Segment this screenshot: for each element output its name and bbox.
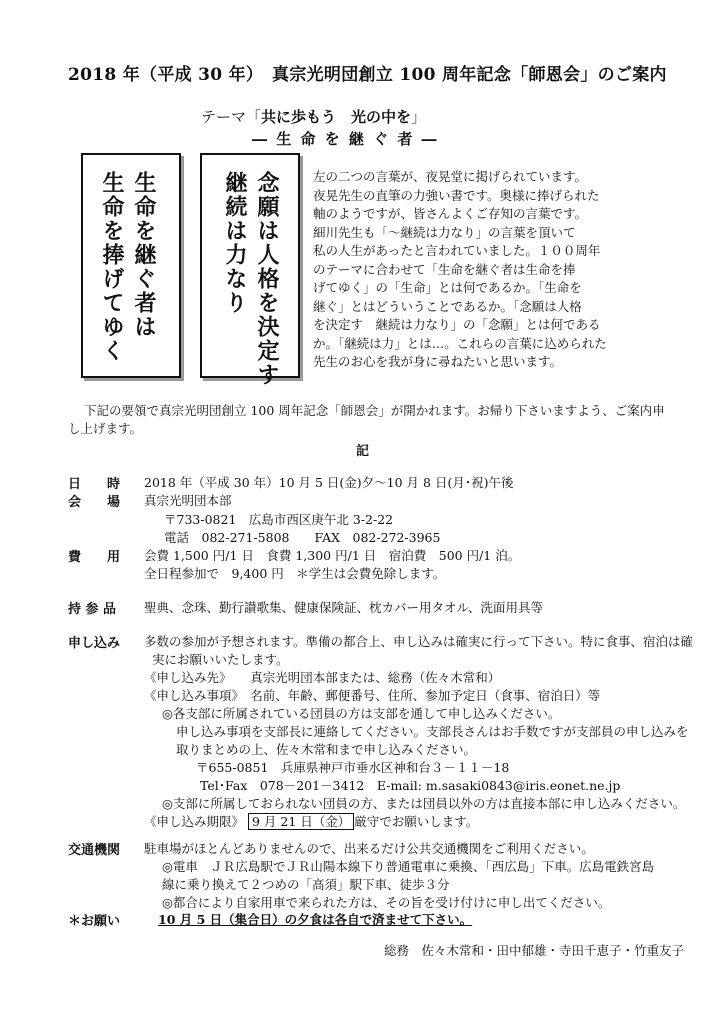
apply-line: 実にお願いいたします。 <box>152 652 289 667</box>
venue-label: 会 場 <box>68 495 121 510</box>
subtheme: ― 生 命 を 継 ぐ 者 ― <box>252 130 439 148</box>
request-value: 10 月 5 日（集合日）の夕食は各自で済ませて下さい。 <box>158 912 473 927</box>
page-title: 2018 年（平成 30 年） 真宗光明団創立 100 周年記念「師恩会」のご案内 <box>68 65 667 85</box>
transport-line: ◎電車 ＪＲ広島駅でＪＲ山陽本線下り普通電車に乗換、「西広島」下車。広島電鉄宮島 <box>162 859 655 874</box>
description-line: 夜晃先生の直筆の力強い書です。奥様に捧げられた <box>313 187 600 203</box>
apply-line: 申し込み事項を支部長に連絡してください。支部長さんはお手数ですが支部員の申し込みを <box>176 724 689 739</box>
bring-label: 持 参 品 <box>68 602 117 617</box>
description-line: のテーマに合わせて「生命を継ぐ者は生命を捧 <box>313 261 576 277</box>
transport-label: 交通機関 <box>68 843 121 858</box>
description-paragraph <box>313 168 683 372</box>
ki-heading: 記 <box>356 444 370 459</box>
description-line: 左の二つの言葉が、夜晃堂に掲げられています。 <box>313 169 588 184</box>
deadline-prefix: 《申し込み期限》 <box>144 814 245 829</box>
venue-name: 真宗光明団本部 <box>144 493 232 508</box>
bring-value: 聖典、念珠、勤行讃歌集、健康保険証、枕カバー用タオル、洗面用具等 <box>144 600 544 615</box>
date-label: 日 時 <box>68 477 121 492</box>
apply-destination: 《申し込み先》 真宗光明団本部または、総務（佐々木常和） <box>144 670 501 685</box>
description-line: 先生のお心を我が身に尋ねたいと思います。 <box>313 354 563 369</box>
apply-contact: Tel･Fax 078－201－3412 E-mail: m.sasaki0843@iris.eonet.ne.jp <box>200 778 621 793</box>
request-label: ＊お願い <box>68 914 121 929</box>
apply-line: ◎支部に所属しておられない団員の方、または団員以外の方は直接本部に申し込みください。 <box>162 796 686 811</box>
fee-label: 費 用 <box>68 550 121 565</box>
deadline-date: 9 月 21 日（金） <box>248 813 354 830</box>
apply-line: 取りまとめの上、佐々木常和まで申し込みください。 <box>176 742 477 757</box>
description-line: 私の人生があったと言われていました。１００周年 <box>313 243 601 258</box>
calligraphy-box-left <box>81 153 181 378</box>
intro-line: し上げます。 <box>68 421 143 436</box>
description-line: 軸のようですが、皆さんよくご存知の言葉です。 <box>313 206 588 221</box>
calligraphy-left-col2: 生命を捧げてゆく <box>99 171 125 363</box>
calligraphy-box-right <box>200 153 300 387</box>
intro-text <box>68 402 684 438</box>
transport-line: ◎都合により自家用車で来られた方は、その旨を受け付けに申し出てください。 <box>162 895 611 910</box>
calligraphy-right-col2: 継続は力なり <box>222 171 248 315</box>
venue-address: 〒733-0821 広島市西区庚午北 3-2-22 <box>164 512 394 527</box>
fee-line2: 全日程参加で 9,400 円 ＊学生は会費免除します。 <box>144 566 446 581</box>
description-line: げてゆく」の「生命」とは何であるか。「生命を <box>313 280 582 295</box>
description-line: を決定す 継続は力なり」の「念願」とは何である <box>313 317 601 332</box>
theme-prefix: テーマ「 <box>201 108 262 126</box>
description-line: 細川先生も「～継続は力なり」の言葉を頂いて <box>313 224 576 240</box>
description-line: か。「継続は力」とは…。これらの言葉に込められた <box>313 335 607 351</box>
intro-line: 下記の要領で真宗光明団創立 100 周年記念「師恩会」が開かれます。お帰り下さいますよう、ご案内申 <box>84 403 665 418</box>
venue-phone: 電話 082-271-5808 FAX 082-272-3965 <box>164 530 441 545</box>
calligraphy-left-col1: 生命を継ぐ者は <box>131 171 157 339</box>
deadline-suffix: 厳守でお願いします。 <box>354 814 479 829</box>
apply-line: ◎各支部に所属されている団員の方は支部を通して申し込みください。 <box>162 706 561 721</box>
apply-line: 多数の参加が予想されます。準備の都合上、申し込みは確実に行って下さい。特に食事、宿泊は確 <box>144 634 694 649</box>
theme-line <box>201 106 426 127</box>
transport-line: 線に乗り換えて２つめの「高須」駅下車、徒歩３分 <box>162 877 450 892</box>
apply-address: 〒655-0851 兵庫県神戸市垂水区神和台３－１１－18 <box>196 760 510 775</box>
description-line: 継ぐ」とはどういうことであるか。「念願は人格 <box>313 298 582 314</box>
deadline-line <box>144 812 478 830</box>
fee-line1: 会費 1,500 円/1 日 食費 1,300 円/1 日 宿泊費 500 円/1 泊。 <box>144 548 521 563</box>
date-value: 2018 年（平成 30 年）10 月 5 日(金)夕～10 月 8 日(月･祝)午後 <box>144 475 514 490</box>
apply-label: 申し込み <box>68 636 121 651</box>
transport-line: 駐車場がほとんどありませんので、出来るだけ公共交通機関をご利用ください。 <box>144 841 594 856</box>
theme-suffix: 」 <box>411 108 427 126</box>
theme-text: 共に歩もう 光の中を <box>261 108 412 126</box>
footer-staff: 総務 佐々木常和・田中郁雄・寺田千恵子・竹重友子 <box>383 943 684 958</box>
apply-items: 《申し込み事項》 名前、年齢、郵便番号、住所、参加予定日（食事、宿泊日）等 <box>144 688 601 703</box>
calligraphy-right-col1: 念願は人格を決定す <box>254 171 280 387</box>
